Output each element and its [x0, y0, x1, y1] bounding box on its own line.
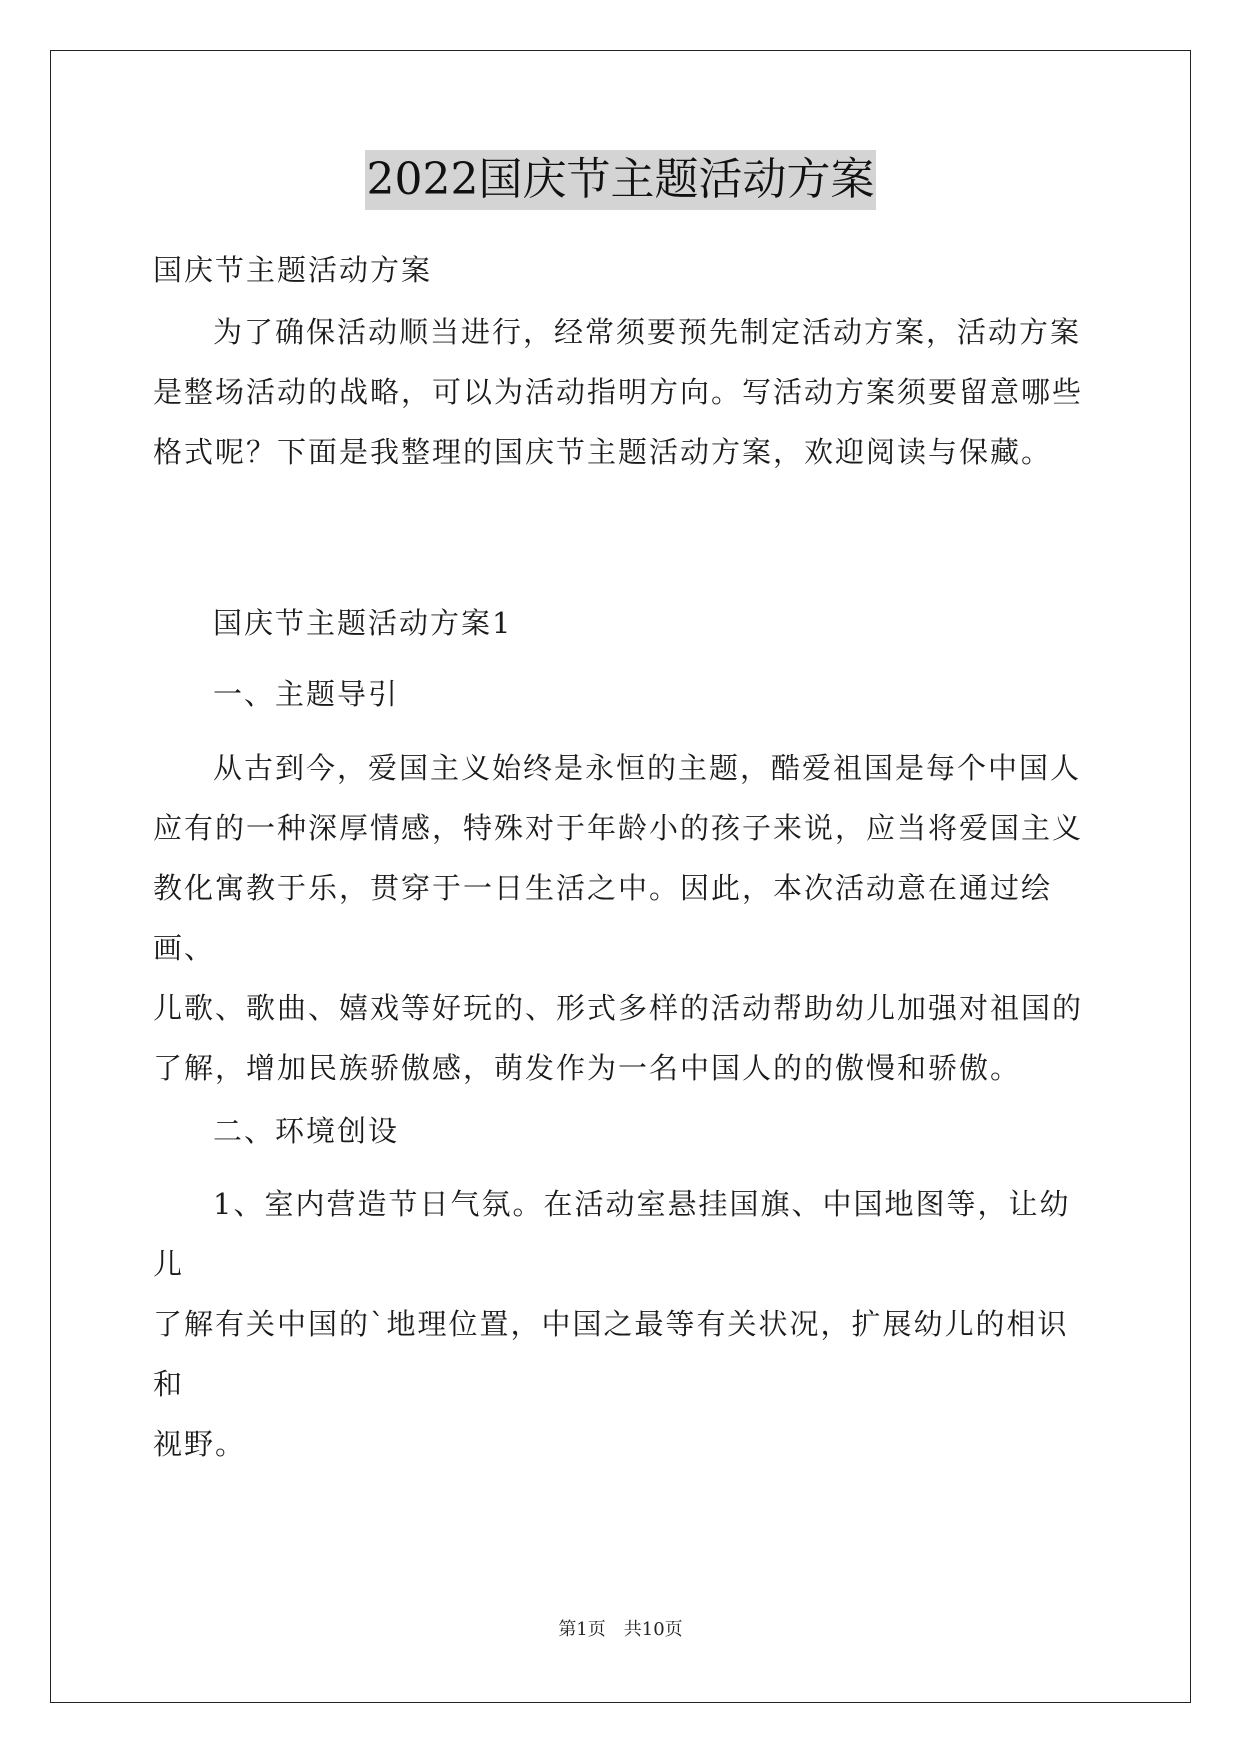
part1-paragraph: 从古到今，爱国主义始终是永恒的主题，酷爱祖国是每个中国人 应有的一种深厚情感，特殊对于年龄小的孩子来说，应当将爱国主义 教化寓教于乐，贯穿于一日生活之中。因此，本次活动意在通过绘画、 儿歌、歌曲、嬉戏等好玩的、形式多样的活动帮助幼儿加强对祖国的 了解，增加民族骄傲感，萌发作为一名中国人的的傲慢和骄傲。: [153, 751, 1084, 1085]
section-heading: 国庆节主题活动方案1: [213, 606, 513, 640]
intro-paragraph: 为了确保活动顺当进行，经常须要预先制定活动方案，活动方案 是整场活动的战略，可以为活动指明方向。写活动方案须要留意哪些 格式呢？下面是我整理的国庆节主题活动方案，欢迎阅读与保藏。: [153, 315, 1084, 469]
document-title: 2022国庆节主题活动方案: [365, 150, 877, 210]
part2-heading: 二、环境创设: [213, 1114, 400, 1148]
title-container: [0, 150, 1241, 210]
part2-item1-paragraph: 1、室内营造节日气氛。在活动室悬挂国旗、中国地图等，让幼儿 了解有关中国的`地理位置，中国之最等有关状况，扩展幼儿的相识和 视野。: [153, 1187, 1071, 1461]
page-number: 第1页 共10页: [558, 1619, 683, 1640]
part1-heading: 一、主题导引: [213, 677, 400, 711]
document-subtitle: 国庆节主题活动方案: [153, 253, 433, 287]
